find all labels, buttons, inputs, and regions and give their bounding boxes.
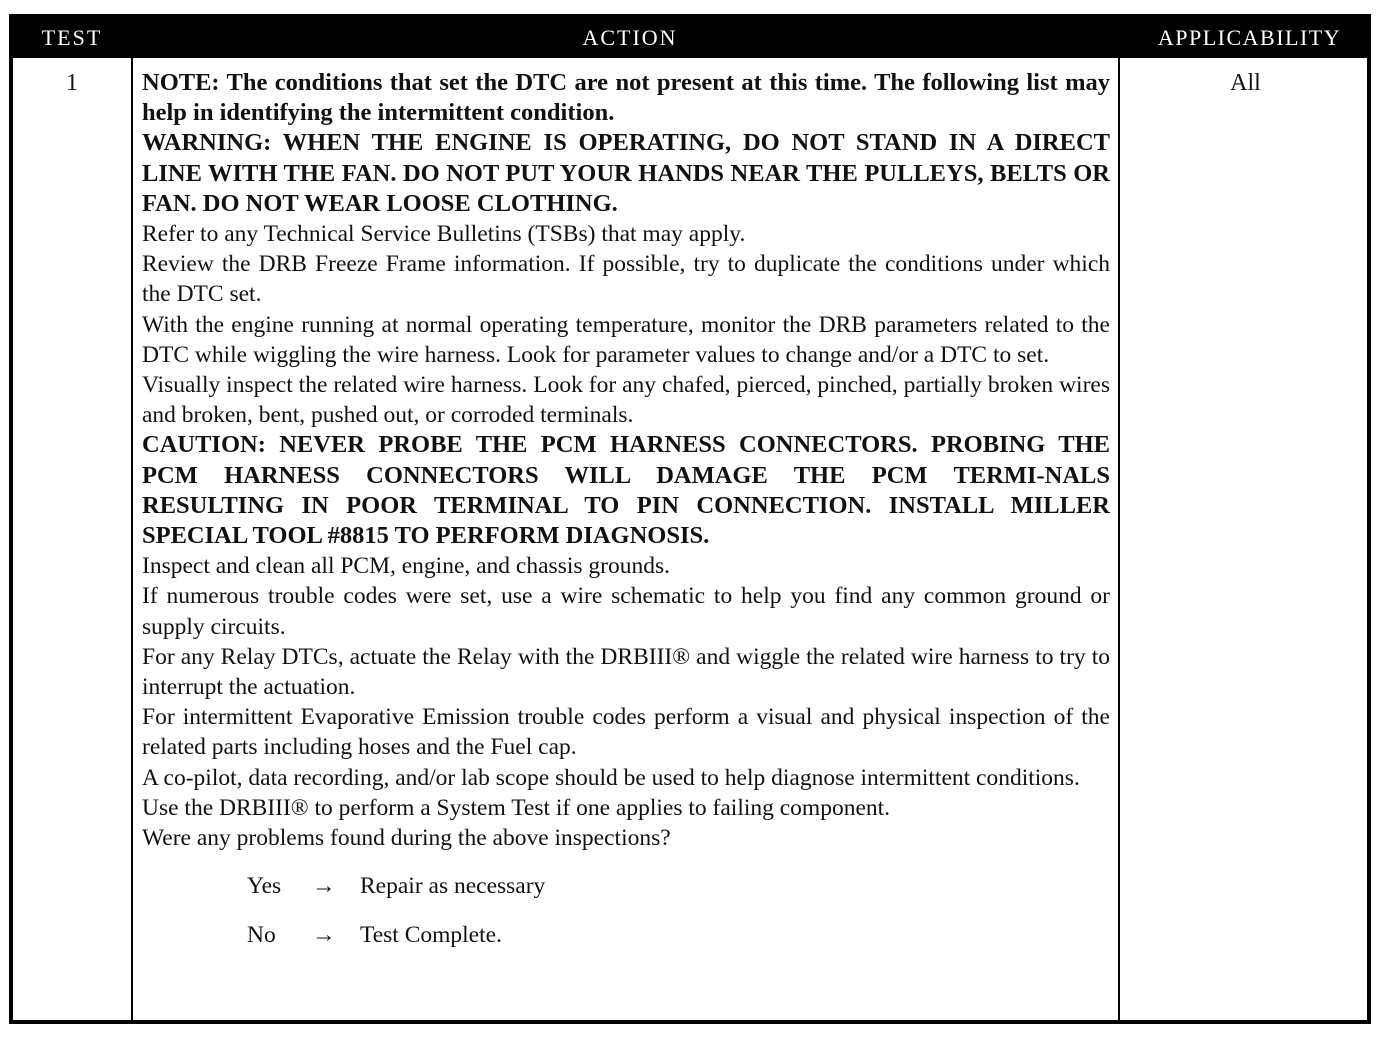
action-step: If numerous trouble codes were set, use a wire schematic to help you find any common ground or supply circuits. [142, 583, 1110, 640]
action-step: A co-pilot, data recording, and/or lab scope should be used to help diagnose intermittent conditions. [142, 764, 1080, 791]
header-test: TEST [41, 25, 103, 50]
arrow-icon: → [312, 873, 336, 900]
note-paragraph: NOTE: The conditions that set the DTC are not present at this time. The following list may help in identifying the intermittent condition. [142, 69, 1110, 127]
header-action: ACTION [582, 25, 678, 50]
answer-result: Test Complete. [360, 922, 502, 949]
diagnostic-table [9, 14, 1371, 1024]
action-step: Visually inspect the related wire harness. Look for any chafed, pierced, pinched, partially broken wires and broken, bent, pushed out, or corroded terminals. [142, 372, 1110, 429]
header-applicability: APPLICABILITY [1157, 25, 1342, 50]
answer-no [142, 920, 1110, 969]
table-header [13, 18, 1367, 58]
arrow-icon: → [312, 922, 336, 949]
answers [142, 871, 1110, 969]
action-cell [142, 68, 1110, 969]
test-number: 1 [66, 70, 78, 96]
answer-yes [142, 871, 1110, 920]
action-step: Use the DRBIII® to perform a System Test if one applies to failing component. [142, 794, 891, 821]
column-divider-1 [131, 58, 133, 1020]
action-step: Refer to any Technical Service Bulletins (TSBs) that may apply. [142, 221, 746, 248]
answer-label: Yes [247, 873, 282, 900]
column-divider-2 [1118, 58, 1120, 1020]
caution-paragraph: CAUTION: NEVER PROBE THE PCM HARNESS CONNECTORS. PROBING THE PCM HARNESS CONNECTORS WILL DAMAGE THE PCM TERMI-NALS RESULTING IN POOR TERMINAL TO PIN CONNECTION. INSTALL MILLER SPECIAL TOOL #8815 TO PERFORM DIAGNOSIS. [142, 431, 1110, 550]
action-step: With the engine running at normal operating temperature, monitor the DRB parameters related to the DTC while wiggling the wire harness. Look for parameter values to change and/or a DTC to set. [142, 311, 1110, 368]
warning-paragraph: WARNING: WHEN THE ENGINE IS OPERATING, DO NOT STAND IN A DIRECT LINE WITH THE FAN. DO NOT PUT YOUR HANDS NEAR THE PULLEYS, BELTS OR FAN. DO NOT WEAR LOOSE CLOTHING. [142, 129, 1110, 217]
action-step: Review the DRB Freeze Frame information. If possible, try to duplicate the conditions under which the DTC set. [142, 251, 1110, 308]
action-step: For any Relay DTCs, actuate the Relay with the DRBIII® and wiggle the related wire harness to try to interrupt the actuation. [142, 643, 1110, 701]
applicability-value: All [1230, 70, 1261, 96]
action-step: Inspect and clean all PCM, engine, and chassis grounds. [142, 553, 670, 580]
question: Were any problems found during the above inspections? [142, 825, 671, 852]
answer-result: Repair as necessary [360, 873, 546, 900]
answer-label: No [247, 922, 276, 949]
action-step: For intermittent Evaporative Emission trouble codes perform a visual and physical inspection of the related parts including hoses and the Fuel cap. [142, 704, 1110, 761]
